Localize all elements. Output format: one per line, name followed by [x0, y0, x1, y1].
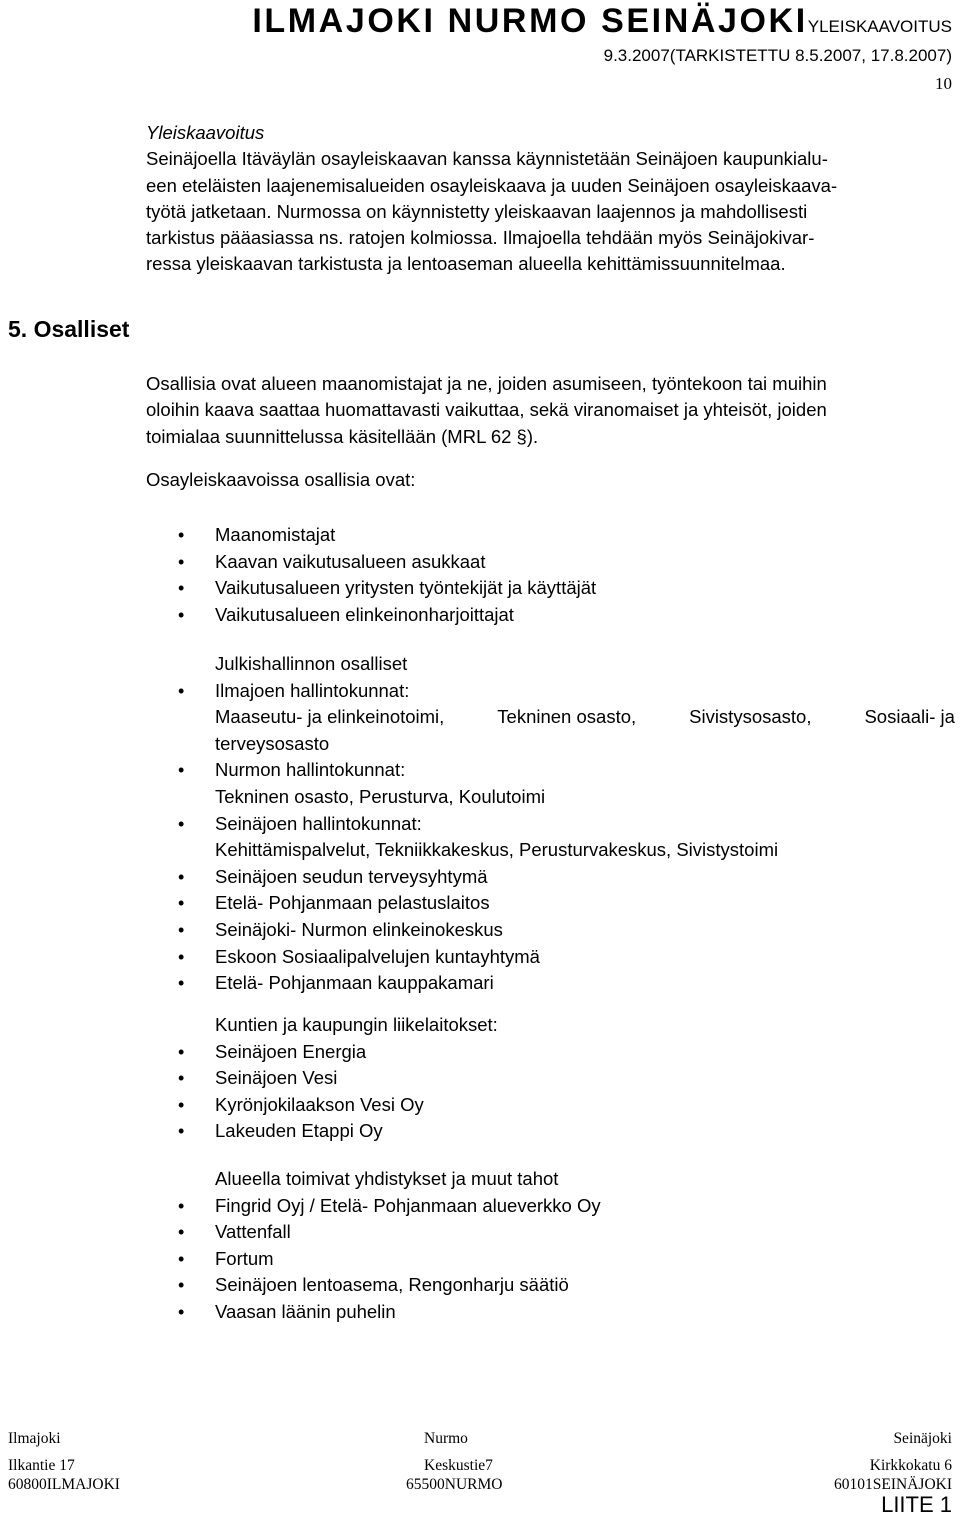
list-item: • Kaavan vaikutusalueen asukkaat — [0, 549, 960, 576]
footer-street: Ilkantie 17 — [8, 1457, 75, 1474]
list-group-title: Julkishallinnon osalliset — [215, 653, 408, 674]
list-item: • Vaikutusalueen yritysten työntekijät ja käyttäjät — [0, 575, 960, 602]
unit-word: Tekninen osasto, — [497, 706, 637, 728]
list-item: • Vaikutusalueen elinkeinonharjoittajat — [0, 602, 960, 629]
section-subheading: Osayleiskaavoissa osallisia ovat: — [146, 469, 416, 490]
list-item-detail: Tekninen osasto, Perusturva, Koulutoimi — [215, 785, 546, 807]
intro-line: tarkistus pääasiassa ns. ratojen kolmiossa. Ilmajoella tehdään myös Seinäjokivar- — [146, 227, 815, 249]
stakeholder-list-public — [0, 651, 960, 997]
footer-postal-code: 60101SEINÄJOKI — [834, 1476, 952, 1493]
page-header — [252, 2, 952, 41]
list-item: • Seinäjoen hallintokunnat: — [0, 811, 960, 838]
list-item: • Ilmajoen hallintokunnat: — [0, 678, 960, 705]
intro-block — [146, 120, 960, 278]
unit-word: Sosiaali- ja — [864, 706, 955, 728]
list-item: • Seinäjoen Energia — [0, 1039, 960, 1066]
header-date: 9.3.2007(TARKISTETTU 8.5.2007, 17.8.2007) — [603, 46, 952, 65]
list-item: • Eskoon Sosiaalipalvelujen kuntayhtymä — [0, 944, 960, 971]
stakeholder-list-utilities — [0, 1012, 960, 1145]
unit-word: Maaseutu- ja elinkeinotoimi, — [215, 706, 445, 728]
stakeholder-list-landowners — [0, 522, 960, 628]
list-item: • Fortum — [0, 1246, 960, 1273]
list-item: • Etelä- Pohjanmaan kauppakamari — [0, 970, 960, 997]
list-item: • Vattenfall — [0, 1219, 960, 1246]
appendix-label: LIITE 1 — [881, 1492, 952, 1517]
footer-name-ilmajoki: Ilmajoki — [8, 1430, 61, 1447]
list-item: • Etelä- Pohjanmaan pelastuslaitos — [0, 890, 960, 917]
footer-street: Keskustie7 — [424, 1457, 493, 1474]
list-item: • Vaasan läänin puhelin — [0, 1299, 960, 1326]
footer-postal-code: 60800ILMAJOKI — [8, 1476, 120, 1493]
list-item: • Seinäjoen lentoasema, Rengonharju säätiö — [0, 1272, 960, 1299]
list-item: • Maanomistajat — [0, 522, 960, 549]
footer-postal-code: 65500NURMO — [406, 1476, 503, 1493]
intro-line: Seinäjoella Itäväylän osayleiskaavan kanssa käynnistetään Seinäjoen kaupunkialu- — [146, 148, 828, 170]
intro-heading: Yleiskaavoitus — [146, 122, 265, 143]
section-paragraph — [146, 371, 956, 450]
header-subtitle: YLEISKAAVOITUS — [807, 17, 952, 36]
list-item-detail: Kehittämispalvelut, Tekniikkakeskus, Perusturvakeskus, Sivistystoimi — [215, 839, 779, 861]
stakeholder-list-associations — [0, 1166, 960, 1326]
list-item: • Seinäjoen Vesi — [0, 1065, 960, 1092]
list-item: • Nurmon hallintokunnat: — [0, 757, 960, 784]
unit-word: Sivistysosasto, — [689, 706, 812, 728]
ilmajoki-units — [215, 704, 955, 731]
footer-name-nurmo: Nurmo — [424, 1430, 468, 1447]
list-item: • Fingrid Oyj / Etelä- Pohjanmaan alueverkko Oy — [0, 1193, 960, 1220]
intro-line: työtä jatketaan. Nurmossa on käynnistetty yleiskaavan laajennos ja mahdollisesti — [146, 200, 808, 222]
list-group-title: Alueella toimivat yhdistykset ja muut tahot — [215, 1168, 559, 1189]
section-heading: 5. Osalliset — [8, 316, 130, 342]
footer-street: Kirkkokatu 6 — [869, 1457, 952, 1474]
list-item-detail: terveysosasto — [215, 732, 330, 754]
paragraph-line: oloihin kaava saattaa huomattavasti vaikuttaa, sekä viranomaiset ja yhteisöt, joiden — [146, 399, 827, 421]
list-item: • Kyrönjokilaakson Vesi Oy — [0, 1092, 960, 1119]
page-number: 10 — [935, 74, 952, 93]
list-item: • Seinäjoen seudun terveysyhtymä — [0, 864, 960, 891]
intro-line: een eteläisten laajenemisalueiden osayleiskaava ja uuden Seinäjoen osayleiskaava- — [146, 174, 838, 196]
paragraph-line: Osallisia ovat alueen maanomistajat ja ne, joiden asumiseen, työntekoon tai muihin — [146, 373, 827, 394]
paragraph-line: toimialaa suunnittelussa käsitellään (MRL 62 §). — [146, 425, 539, 447]
footer-name-seinajoki: Seinäjoki — [893, 1430, 952, 1447]
header-title: ILMAJOKI NURMO SEINÄJOKI — [252, 2, 808, 40]
list-item: • Lakeuden Etappi Oy — [0, 1118, 960, 1145]
list-item: • Seinäjoki- Nurmon elinkeinokeskus — [0, 917, 960, 944]
list-group-title: Kuntien ja kaupungin liikelaitokset: — [215, 1014, 498, 1035]
list-item-detail — [0, 704, 960, 731]
intro-line: ressa yleiskaavan tarkistusta ja lentoaseman alueella kehittämissuunnitelmaa. — [146, 253, 786, 275]
